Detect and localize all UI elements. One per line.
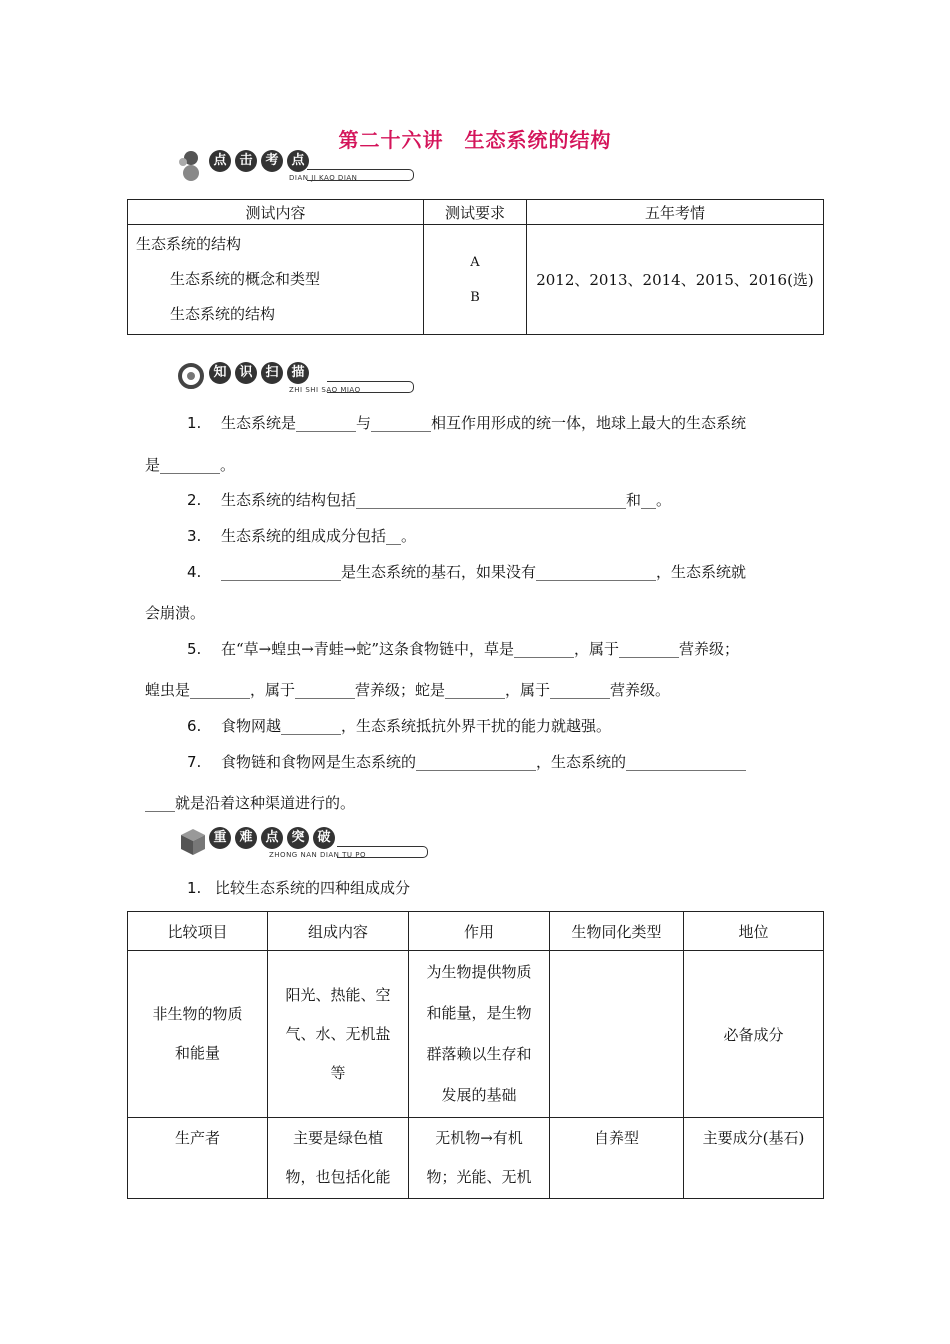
section-pinyin: ZHONG NAN DIAN TU PO	[269, 851, 367, 859]
section-underline	[327, 381, 414, 393]
question-7	[187, 752, 746, 772]
table-cell	[409, 951, 550, 1118]
section-char: 点	[209, 150, 231, 172]
cell-line: 无机物→有机	[435, 1129, 523, 1147]
heading-text: 比较生态系统的四种组成成分	[215, 879, 411, 897]
table-cell-requirements	[424, 225, 527, 335]
question-2	[187, 490, 671, 510]
table-cell	[684, 1118, 824, 1199]
cell-line: 发展的基础	[441, 1086, 517, 1104]
section-char: 考	[261, 150, 283, 172]
table-header: 组成内容	[268, 912, 409, 951]
content-line: 生态系统的概念和类型	[170, 270, 321, 288]
table-cell	[409, 1118, 550, 1199]
section-logo-icon	[177, 360, 207, 394]
cell-line: 物，也包括化能	[285, 1168, 391, 1186]
table-cell	[128, 951, 268, 1118]
table-header: 五年考情	[527, 200, 824, 225]
table-cell-content	[128, 225, 424, 335]
table-cell	[268, 951, 409, 1118]
heading-number: 1.	[187, 879, 202, 897]
test-info-table	[127, 199, 824, 335]
question-number: 5.	[187, 640, 202, 658]
table-header: 作用	[409, 912, 550, 951]
cell-line: 和能量，是生物	[426, 1004, 532, 1022]
question-3	[187, 526, 416, 546]
section-char: 难	[235, 827, 257, 849]
table-header: 比较项目	[128, 912, 268, 951]
cell-line: 主要成分(基石)	[702, 1129, 805, 1147]
section-char: 知	[209, 362, 231, 384]
question-number: 7.	[187, 753, 202, 771]
section-char: 突	[287, 827, 309, 849]
question-6	[187, 716, 611, 736]
table-cell-years: 2012、2013、2014、2015、2016(选)	[527, 225, 824, 335]
question-number: 1.	[187, 414, 202, 432]
question-text: 食物网越________，生态系统抵抗外界干扰的能力就越强。	[221, 717, 612, 735]
question-text: 生态系统的结构包括____________________________________和__。	[221, 491, 672, 509]
table-header: 测试内容	[128, 200, 424, 225]
cell-line: 主要是绿色植	[292, 1129, 383, 1147]
question-text: 在“草→蝗虫→青蛙→蛇”这条食物链中，草是________，属于________营养级；	[221, 640, 740, 658]
table-header: 测试要求	[424, 200, 527, 225]
requirement-value: A	[470, 254, 480, 270]
section-char: 描	[287, 362, 309, 384]
page-title: 第二十六讲 生态系统的结构	[338, 128, 612, 152]
question-number: 3.	[187, 527, 202, 545]
section-logo-icon	[177, 148, 207, 182]
content-line: 生态系统的结构	[170, 305, 276, 323]
section-char: 识	[235, 362, 257, 384]
section-header-zhong-nan-dian-tu-po	[177, 827, 432, 861]
table-cell	[550, 1118, 684, 1199]
question-text: 生态系统是________与________相互作用形成的统一体，地球上最大的生态系统	[221, 414, 747, 432]
question-number: 4.	[187, 563, 202, 581]
section-header-dian-ji-kao-dian	[177, 150, 417, 184]
question-text: 生态系统的组成成分包括__。	[221, 527, 417, 545]
cell-line: 非生物的物质	[152, 1005, 243, 1023]
section-char: 扫	[261, 362, 283, 384]
section-char: 破	[313, 827, 335, 849]
question-1-continued: 是________。	[145, 456, 236, 474]
section-header-zhi-shi-sao-miao	[177, 362, 417, 396]
cell-line: 和能量	[174, 1044, 220, 1062]
cell-line: 阳光、热能、空	[285, 985, 391, 1004]
section-pinyin: ZHI SHI SAO MIAO	[289, 386, 361, 394]
content-line: 生态系统的结构	[136, 235, 242, 253]
requirement-value: B	[470, 289, 480, 305]
section-char: 点	[287, 150, 309, 172]
cell-line: 等	[330, 1063, 346, 1082]
components-comparison-table	[127, 911, 824, 1199]
section-pinyin: DIAN JI KAO DIAN	[289, 174, 358, 182]
table-cell	[684, 951, 824, 1118]
cube-icon	[177, 825, 207, 859]
section-char: 点	[261, 827, 283, 849]
table-cell	[268, 1118, 409, 1199]
table-cell	[550, 951, 684, 1118]
table-cell	[128, 1118, 268, 1199]
table-header: 生物同化类型	[550, 912, 684, 951]
cell-line: 物；光能、无机	[426, 1168, 532, 1186]
section-char: 击	[235, 150, 257, 172]
question-5-continued: 蝗虫是________，属于________营养级；蛇是________，属于________营养级。	[145, 681, 671, 699]
question-text: 食物链和食物网是生态系统的________________，生态系统的________________	[221, 753, 747, 771]
question-7-continued: ____就是沿着这种渠道进行的。	[145, 794, 356, 812]
section-char: 重	[209, 827, 231, 849]
question-1	[187, 413, 746, 433]
cell-line: 自养型	[593, 1129, 639, 1147]
cell-line: 必备成分	[723, 1025, 784, 1044]
compare-heading	[187, 878, 410, 898]
question-number: 2.	[187, 491, 202, 509]
section-underline	[337, 846, 428, 858]
section-underline	[307, 169, 414, 181]
question-text: ________________是生态系统的基石，如果没有________________，生态系统就	[221, 563, 747, 581]
cell-line: 群落赖以生存和	[426, 1045, 532, 1063]
table-header: 地位	[684, 912, 824, 951]
cell-line: 生产者	[174, 1129, 220, 1147]
cell-line: 气、水、无机盐	[285, 1024, 391, 1043]
question-4	[187, 562, 746, 582]
cell-line: 为生物提供物质	[426, 963, 532, 981]
question-number: 6.	[187, 717, 202, 735]
question-5	[187, 639, 739, 659]
question-4-continued: 会崩溃。	[145, 604, 206, 622]
